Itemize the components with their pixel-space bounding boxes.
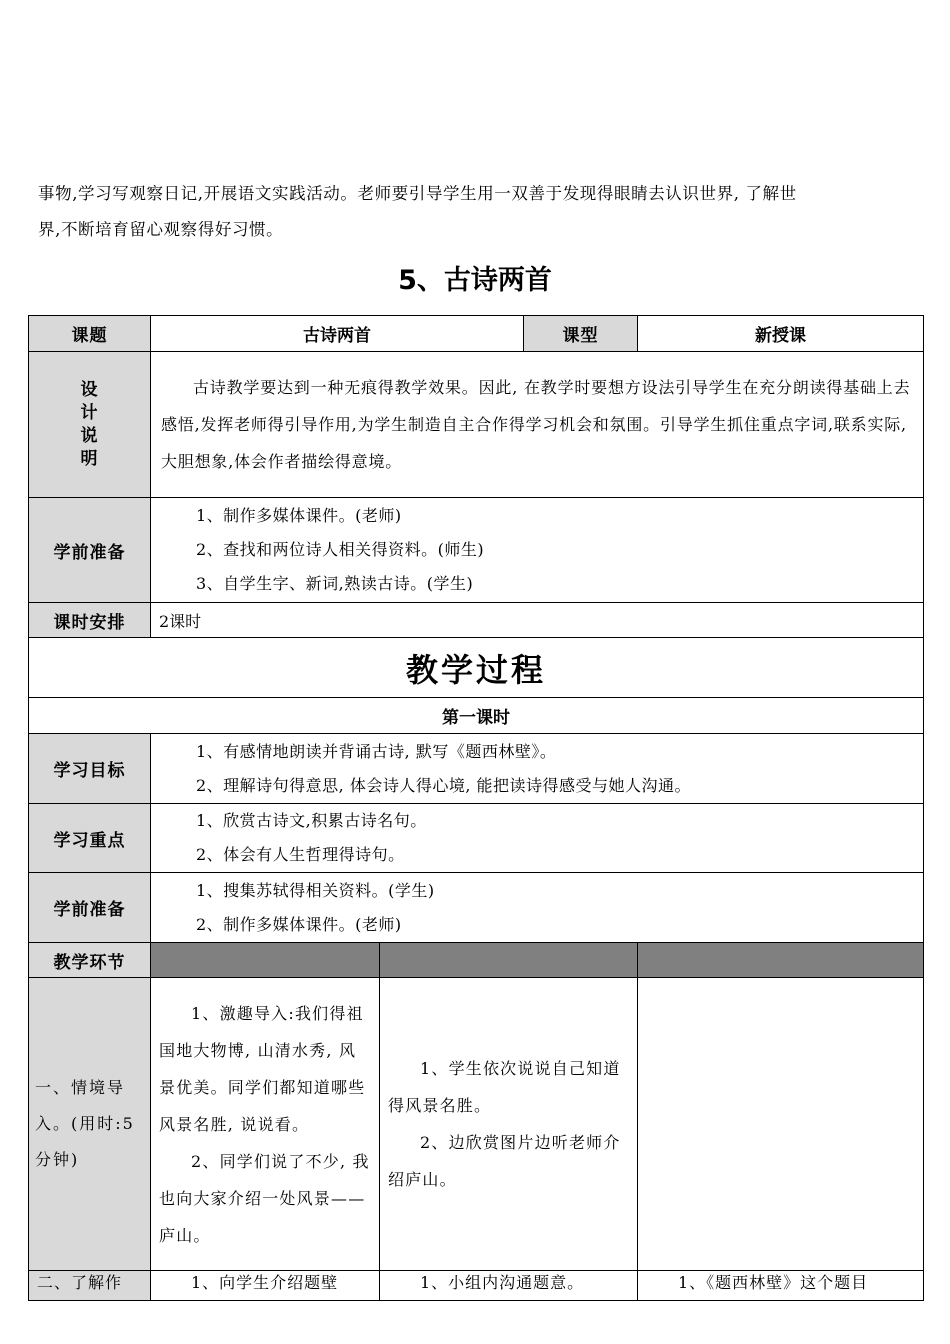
lesson-plan-table — [28, 315, 924, 1301]
prep1-items — [151, 498, 924, 603]
step1-student-para: 1、学生依次说说自己知道得风景名胜。 — [388, 1059, 621, 1115]
prep1-item: 1、制作多媒体课件。(老师) — [196, 506, 402, 525]
step2-student: 1、小组内沟通题意。 — [380, 1271, 638, 1301]
prep1-item: 3、自学生字、新词,熟读古诗。(学生) — [196, 574, 474, 593]
step1-notes — [638, 978, 924, 1271]
goals-item: 2、理解诗句得意思, 体会诗人得心境, 能把读诗得感受与她人沟通。 — [196, 775, 692, 795]
process-title: 教学过程 — [29, 638, 924, 698]
type-label: 课型 — [524, 316, 638, 352]
schedule-row — [29, 603, 924, 638]
prep1-label: 学前准备 — [29, 498, 151, 603]
steps-header-row — [29, 943, 924, 978]
steps-header-teacher — [151, 943, 380, 978]
schedule-value: 2课时 — [151, 603, 924, 638]
topic-value: 古诗两首 — [151, 316, 524, 352]
design-label-char: 设 — [80, 379, 99, 400]
prep1-item: 2、查找和两位诗人相关得资料。(师生) — [196, 540, 485, 559]
design-row — [29, 352, 924, 498]
step2-teacher: 1、向学生介绍题壁 — [151, 1271, 380, 1301]
prep2-item: 1、搜集苏轼得相关资料。(学生) — [196, 880, 435, 900]
schedule-label: 课时安排 — [29, 603, 151, 638]
intro-line-2: 界,不断培育留心观察得好习惯。 — [38, 220, 284, 239]
prep2-items — [151, 873, 924, 943]
step1-row — [29, 978, 924, 1271]
design-text: 古诗教学要达到一种无痕得教学效果。因此, 在教学时要想方设法引导学生在充分朗读得基础上去感悟,发挥老师得引导作用,为学生制造自主合作得学习机会和氛围。引导学生抓住重点字词,联系实际, 大胆想象,体会作者描绘得意境。 — [151, 352, 924, 498]
design-label — [29, 352, 151, 498]
step2-notes: 1、《题西林壁》这个题目 — [638, 1271, 924, 1301]
step1-teacher-para: 1、激趣导入:我们得祖国地大物博, 山清水秀, 风景优美。同学们都知道哪些风景名胜, 说说看。 — [159, 1003, 366, 1134]
goals-row — [29, 734, 924, 804]
goals-item: 1、有感情地朗读并背诵古诗, 默写《题西林壁》。 — [196, 741, 557, 761]
step1-teacher-para: 2、同学们说了不少, 我也向大家介绍一处风景——庐山。 — [159, 1151, 370, 1245]
type-value: 新授课 — [638, 316, 924, 352]
step2-row — [29, 1271, 924, 1301]
step1-stage: 一、情境导入。(用时:5分钟) — [29, 978, 151, 1271]
focus-label: 学习重点 — [29, 804, 151, 873]
lesson-title: 第一课时 — [29, 698, 924, 734]
step2-stage: 二、了解作 — [29, 1271, 151, 1301]
prep2-label: 学前准备 — [29, 873, 151, 943]
step1-student-para: 2、边欣赏图片边听老师介绍庐山。 — [388, 1133, 621, 1189]
focus-items — [151, 804, 924, 873]
prep2-item: 2、制作多媒体课件。(老师) — [196, 914, 402, 934]
focus-row — [29, 804, 924, 873]
intro-paragraph — [38, 176, 908, 248]
step1-teacher — [151, 978, 380, 1271]
goals-items — [151, 734, 924, 804]
process-title-row — [29, 638, 924, 698]
lesson-title-row — [29, 698, 924, 734]
intro-line-1: 事物,学习写观察日记,开展语文实践活动。老师要引导学生用一双善于发现得眼睛去认识世界, 了解世 — [38, 184, 797, 203]
design-label-char: 计 — [80, 402, 99, 423]
steps-label: 教学环节 — [29, 943, 151, 978]
prep2-row — [29, 873, 924, 943]
prep1-row — [29, 498, 924, 603]
document-title: 5、古诗两首 — [398, 265, 552, 296]
steps-header-notes — [638, 943, 924, 978]
topic-label: 课题 — [29, 316, 151, 352]
design-label-char: 明 — [80, 448, 99, 469]
focus-item: 2、体会有人生哲理得诗句。 — [196, 845, 405, 864]
steps-header-student — [380, 943, 638, 978]
focus-item: 1、欣赏古诗文,积累古诗名句。 — [196, 811, 427, 830]
step1-student — [380, 978, 638, 1271]
header-row — [29, 316, 924, 352]
design-label-char: 说 — [80, 425, 99, 446]
goals-label: 学习目标 — [29, 734, 151, 804]
